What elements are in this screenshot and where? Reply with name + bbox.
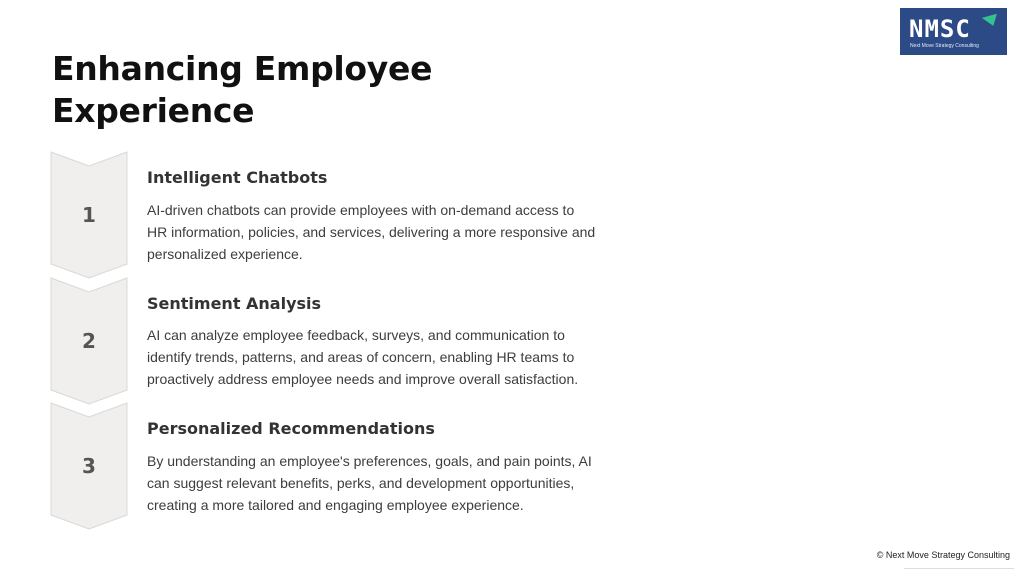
step-3-number: 3 bbox=[82, 454, 96, 478]
step-1-number: 1 bbox=[82, 203, 96, 227]
copyright-footer: © Next Move Strategy Consulting bbox=[876, 550, 1010, 560]
logo-text: NMSC bbox=[909, 15, 971, 43]
step-1-description: AI-driven chatbots can provide employees with on-demand access to HR information, policies, and services, delivering a more responsive and personalized experience. bbox=[147, 202, 596, 262]
title-line-2: Experience bbox=[52, 91, 255, 130]
step-2-heading: Sentiment Analysis bbox=[147, 294, 322, 313]
logo-subtitle: Next Move Strategy Consulting bbox=[910, 43, 979, 49]
nmsc-logo bbox=[900, 8, 1007, 55]
step-1-heading: Intelligent Chatbots bbox=[147, 168, 328, 187]
step-2-description: AI can analyze employee feedback, surveys, and communication to identify trends, patterns, and areas of concern, enabling HR teams to proactively address employee needs and improve overall satisfaction. bbox=[147, 327, 579, 387]
page-title bbox=[52, 48, 432, 132]
title-line-1: Enhancing Employee bbox=[52, 49, 433, 88]
footer-divider bbox=[904, 568, 1014, 569]
logo-arrow-icon bbox=[982, 8, 1000, 26]
step-2-number: 2 bbox=[82, 329, 96, 353]
step-3-heading: Personalized Recommendations bbox=[147, 419, 435, 438]
step-3-description: By understanding an employee's preferences, goals, and pain points, AI can suggest relevant benefits, perks, and development opportunities, creating a more tailored and engaging employee experience. bbox=[147, 453, 592, 513]
